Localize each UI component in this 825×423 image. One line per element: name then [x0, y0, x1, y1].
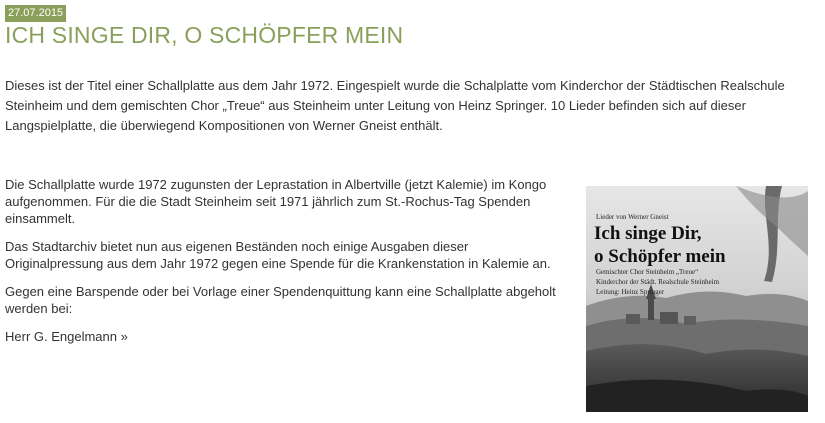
record-cover-artwork [586, 186, 808, 412]
cover-credit-childrens-choir: Kinderchor der Städt. Realschule Steinheim [596, 278, 720, 286]
cover-title-line2: o Schöpfer mein [594, 246, 726, 267]
date-badge: 27.07.2015 [5, 5, 66, 22]
intro-paragraph: Dieses ist der Titel einer Schallplatte aus dem Jahr 1972. Eingespielt wurde die Schalplatte vom Kinderchor der Städtischen Realschule Steinheim und dem gemischten Chor „Treue“ aus Steinheim unter Leitung von Heinz Springer. 10 Lieder befinden sich auf dieser Langspielplatte, die überwiegend Kompositionen von Werner Gneist enthält. [5, 78, 785, 133]
contact-line [5, 328, 565, 345]
article-title: ICH SINGE DIR, O SCHÖPFER MEIN [5, 22, 404, 48]
cover-credit-director: Leitung: Heinz Springer [596, 288, 665, 296]
body-paragraph: Gegen eine Barspende oder bei Vorlage einer Spendenquittung kann eine Schallplatte abgeholt werden bei: [5, 284, 556, 316]
article-body [5, 176, 565, 356]
body-paragraph: Die Schallplatte wurde 1972 zugunsten der Leprastation in Albertville (jetzt Kalemie) im Kongo aufgenommen. Für die die Stadt Steinheim seit 1971 jährlich zum St.-Rochus-Tag Spenden einsammelt. [5, 177, 547, 226]
body-paragraph: Das Stadtarchiv bietet nun aus eigenen Beständen noch einige Ausgaben dieser Originalpressung aus dem Jahr 1972 gegen eine Spende für die Krankenstation in Kalemie an. [5, 239, 551, 271]
record-cover-image [586, 186, 808, 412]
contact-link[interactable]: Herr G. Engelmann » [5, 329, 128, 344]
cover-credit-choir: Gemischter Chor Steinheim „Treue“ [596, 268, 699, 276]
cover-top-line: Lieder von Werner Gneist [596, 213, 669, 221]
cover-title-line1: Ich singe Dir, [594, 223, 702, 244]
